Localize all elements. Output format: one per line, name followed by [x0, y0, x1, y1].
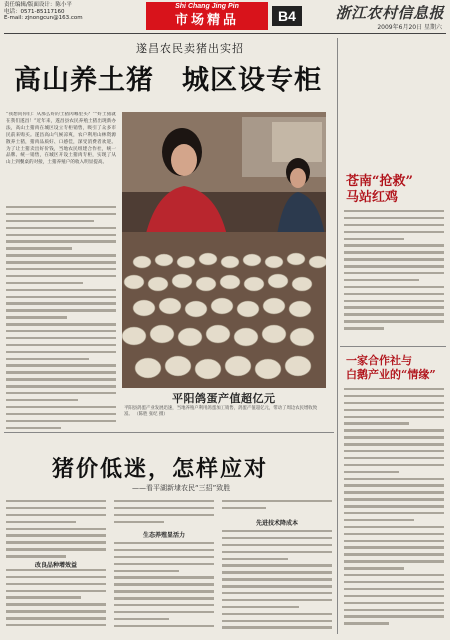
section-name: 市场精品 — [146, 11, 268, 30]
section-banner — [146, 2, 268, 30]
second-col-2-top — [114, 500, 214, 530]
masthead-info — [4, 2, 83, 22]
second-col-3-top — [222, 500, 332, 518]
side-article-2-body — [344, 388, 444, 634]
feature-photo — [122, 112, 326, 388]
side-headline-2: 一家合作社与 — [346, 354, 412, 367]
article-divider — [4, 432, 334, 433]
second-col-3-bottom — [222, 530, 332, 636]
side-divider — [340, 346, 446, 347]
second-subtitle: ——看平湖新埭农民“三招”致胜 — [132, 484, 231, 492]
page-number: B4 — [272, 6, 302, 26]
subhead-breed: 改良品种增效益 — [6, 560, 106, 569]
main-kicker: 遂昌农民卖猪出实招 — [136, 42, 244, 55]
photo-credit: （陈胜 张纪 摄） — [134, 412, 168, 417]
side-headline-1b: 马站红鸡 — [346, 190, 399, 205]
second-col-2-bottom — [114, 542, 214, 636]
egg-processing-photo — [122, 112, 326, 388]
subhead-ecology: 生态养殖显活力 — [142, 532, 185, 539]
masthead — [0, 0, 450, 34]
photo-note-text: 平阳县鸽蛋产业发展迅速，当地养殖户利用鸽蛋加工销售，鸽蛋产值超亿元，带动了周边农民增收致富。 — [124, 406, 318, 417]
main-body-continued — [6, 206, 116, 434]
email-line: E-mail: zjnongcun@163.com — [4, 15, 83, 22]
issue-date: 2009年6月20日 星期六 — [377, 24, 442, 31]
photo-note — [124, 406, 324, 418]
main-headline: 高山养土猪 城区设专柜 — [14, 65, 322, 96]
section-pinyin: Shi Chang Jing Pin — [146, 2, 268, 11]
side-article-1-body — [344, 210, 444, 338]
second-headline: 猪价低迷，怎样应对 — [52, 456, 269, 482]
main-body-text: “我想问你们：从那么好的土猪肉哪里买？”“好土猪就在我们遂昌！”近年来，遂昌县农民养殖土猪出现新办法，高山土猪肉在城区设立专柜销售，吸引了众多市民前来购买。遂昌高山气候凉爽，农户利用山林资源散养土猪，猪肉品质好、口感佳，深受消费者欢迎。为了让土猪卖出好价钱，当地农民组建合作社，统一品牌、统一销售，在城区开设土猪肉专柜，实现了从山上到餐桌的对接，土猪养殖户的收入明显提高。 — [6, 112, 116, 166]
column-divider — [337, 38, 338, 634]
masthead-rule — [4, 33, 446, 34]
paper-logo: 浙江农村信息报 — [335, 4, 444, 22]
side-headline-2b: 白鹅产业的“情缘” — [346, 368, 436, 381]
side-headline-1: 苍南“抢救” — [346, 174, 413, 189]
subhead-tech: 先进技术降成本 — [255, 520, 298, 527]
phone-line: 电话：0571-85117160 — [4, 8, 65, 15]
editor-line: 责任编辑/版面设计：陈小平 — [4, 2, 72, 8]
photo-caption: 平阳鸽蛋产值超亿元 — [172, 392, 276, 405]
